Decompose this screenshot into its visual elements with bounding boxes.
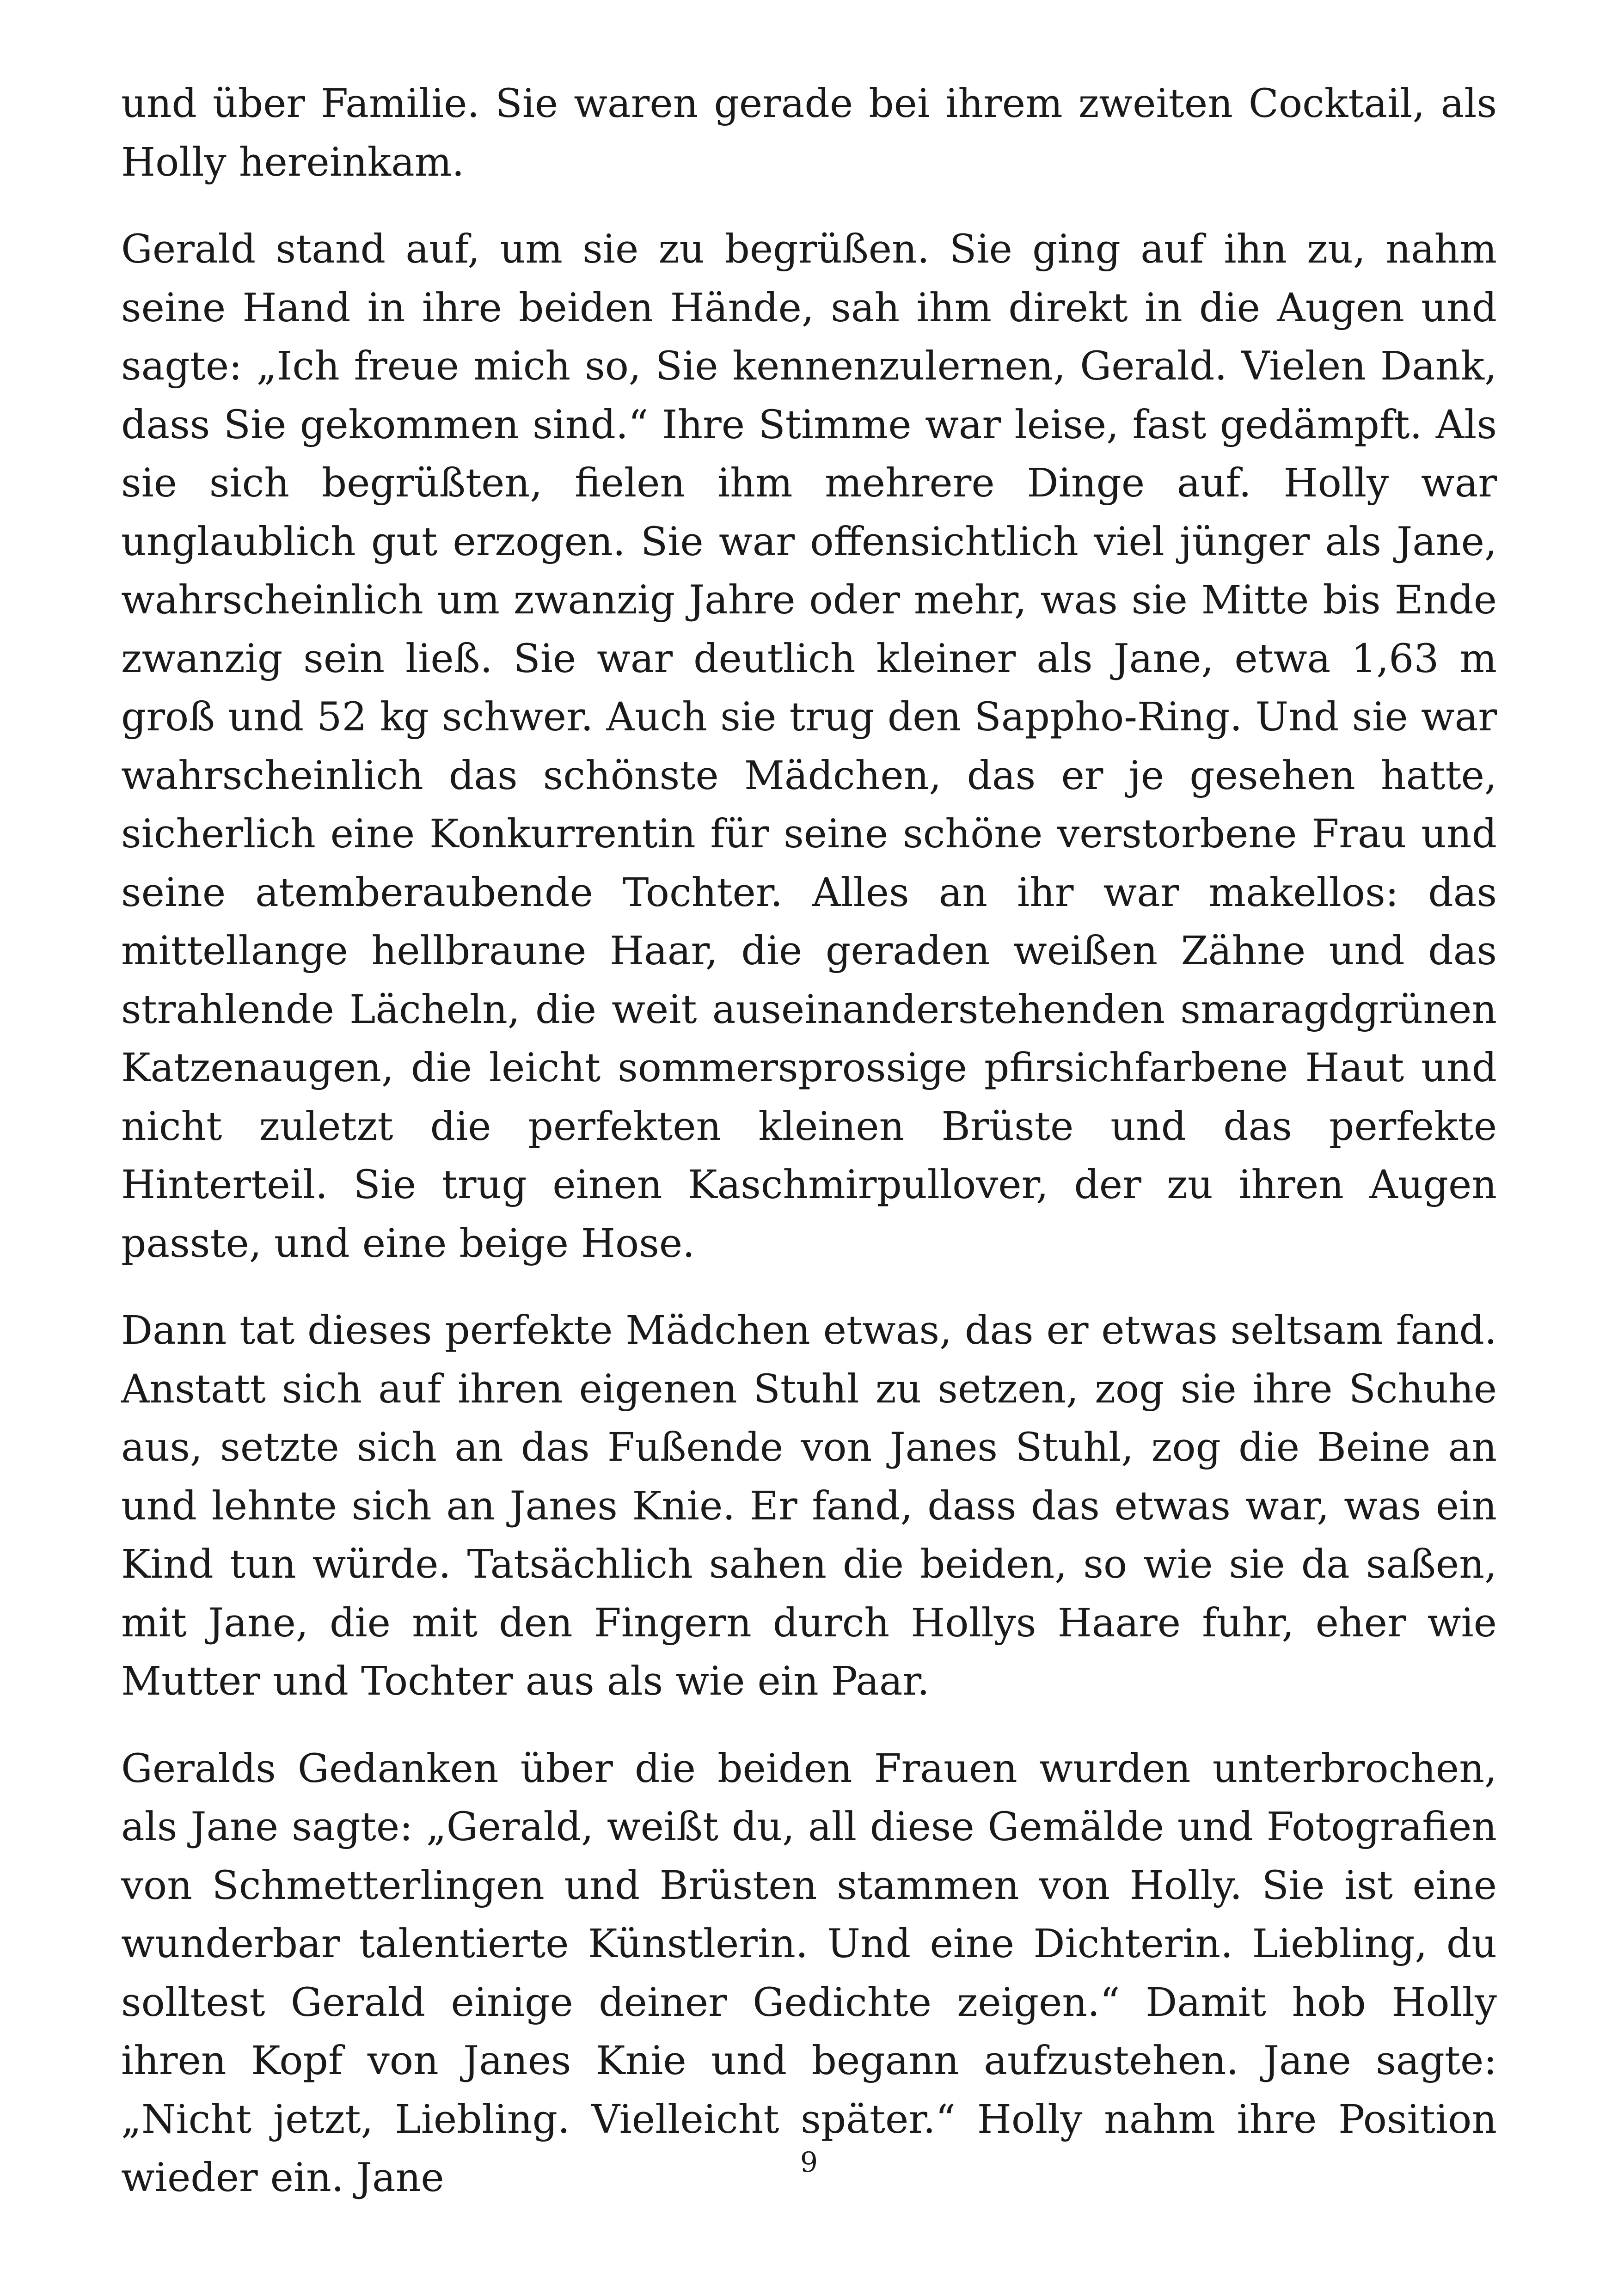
paragraph-4: Geralds Gedanken über die beiden Frauen wurden unterbrochen, als Jane sagte: „Gerald, weißt du, all diese Gemälde und Fotografien von Schmetterlingen und Brüsten stammen von Holly. Sie ist eine wunderbar talentierte Künstlerin. Und eine Dichterin. Liebling, du solltest Gerald einige deiner Gedichte zeigen.“ Damit hob Holly ihren Kopf von Janes Knie und begann aufzustehen. Jane sagte: „Nicht jetzt, Liebling. Vielleicht später.“ Holly nahm ihre Position wieder ein. Jane bbox=[121, 1745, 1497, 2201]
paragraph-3: Dann tat dieses perfekte Mädchen etwas, das er etwas seltsam fand. Anstatt sich auf ihren eigenen Stuhl zu setzen, zog sie ihre Schuhe aus, setzte sich an das Fußende von Janes Stuhl, zog die Beine an und lehnte sich an Janes Knie. Er fand, dass das etwas war, was ein Kind tun würde. Tatsächlich sahen die beiden, so wie sie da saßen, mit Jane, die mit den Fingern durch Hollys Haare fuhr, eher wie Mutter und Tochter aus als wie ein Paar. bbox=[121, 1308, 1497, 1704]
body-text bbox=[121, 75, 1497, 2208]
paragraph-1: und über Familie. Sie waren gerade bei ihrem zweiten Cocktail, als Holly hereinkam. bbox=[121, 81, 1497, 185]
paragraph-2: Gerald stand auf, um sie zu begrüßen. Sie ging auf ihn zu, nahm seine Hand in ihre beiden Hände, sah ihm direkt in die Augen und sagte: „Ich freue mich so, Sie kennenzulernen, Gerald. Vielen Dank, dass Sie gekommen sind.“ Ihre Stimme war leise, fast gedämpft. Als sie sich begrüßten, fielen ihm mehrere Dinge auf. Holly war unglaublich gut erzogen. Sie war offensichtlich viel jünger als Jane, wahrscheinlich um zwanzig Jahre oder mehr, was sie Mitte bis Ende zwanzig sein ließ. Sie war deutlich kleiner als Jane, etwa 1,63 m groß und 52 kg schwer. Auch sie trug den Sappho-Ring. Und sie war wahrscheinlich das schönste Mädchen, das er je gesehen hatte, sicherlich eine Konkurrentin für seine schöne verstorbene Frau und seine atemberaubende Tochter. Alles an ihr war makellos: das mittellange hellbraune Haar, die geraden weißen Zähne und das strahlende Lächeln, die weit auseinanderstehenden smaragdgrünen Katzenaugen, die leicht sommersprossige pfirsichfarbene Haut und nicht zuletzt die perfekten kleinen Brüste und das perfekte Hinterteil. Sie trug einen Kaschmirpullover, der zu ihren Augen passte, und eine beige Hose. bbox=[121, 227, 1497, 1267]
page-number: 9 bbox=[800, 2146, 818, 2179]
